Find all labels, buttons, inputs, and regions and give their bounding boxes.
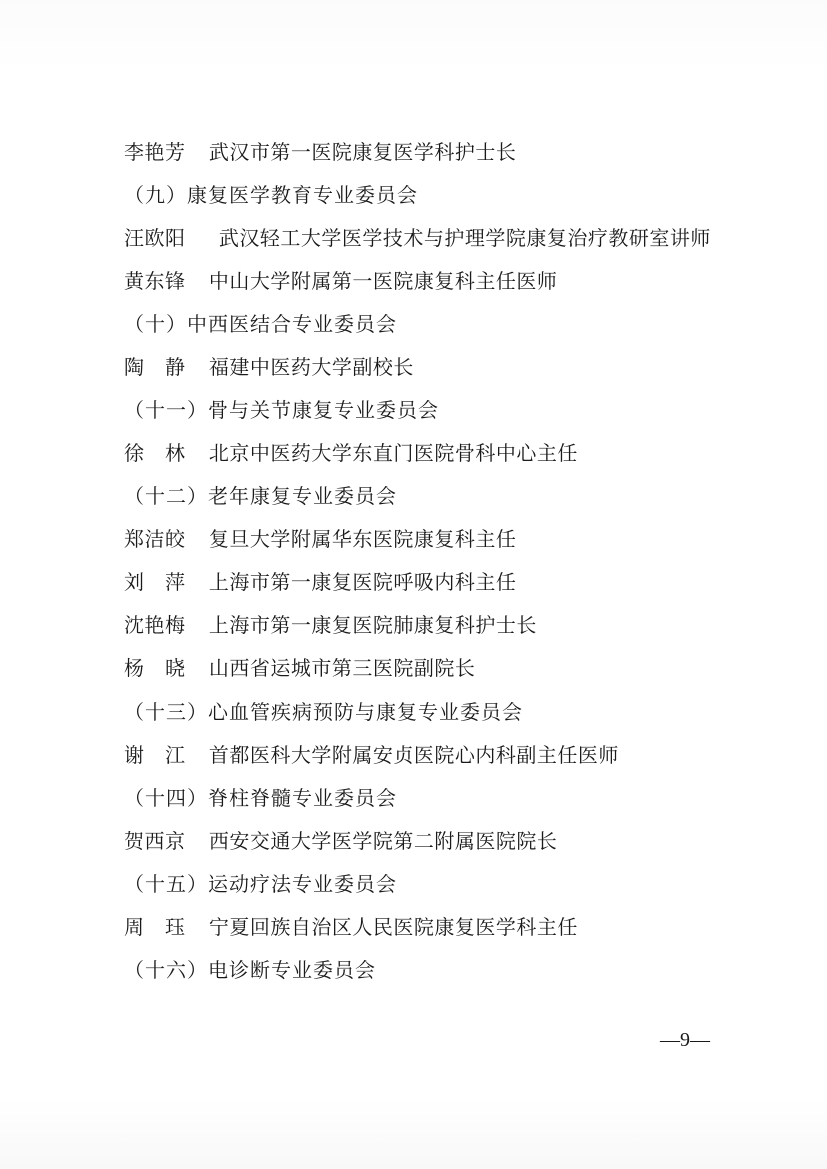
- person-name: 周 珏: [124, 915, 186, 939]
- person-name: 沈艳梅: [124, 613, 186, 637]
- person-entry: [124, 610, 537, 640]
- person-affiliation: 复旦大学附属华东医院康复科主任: [208, 527, 517, 551]
- person-name: 谢 江: [124, 743, 186, 767]
- person-affiliation: 首都医科大学附属安贞医院心内科副主任医师: [208, 743, 619, 767]
- person-affiliation: 武汉市第一医院康复医学科护士长: [208, 140, 517, 164]
- page-number: —9—: [660, 1029, 710, 1051]
- person-name: 郑洁皎: [124, 527, 186, 551]
- person-entry: [124, 266, 557, 296]
- person-affiliation: 上海市第一康复医院肺康复科护士长: [208, 613, 537, 637]
- person-entry: [124, 524, 516, 554]
- committee-heading: （十四）脊柱脊髓专业委员会: [124, 786, 397, 810]
- person-name: 汪欧阳: [124, 226, 186, 250]
- person-name: 李艳芳: [124, 140, 186, 164]
- committee-heading: （十一）骨与关节康复专业委员会: [124, 398, 439, 422]
- person-name: 刘 萍: [124, 570, 186, 594]
- person-affiliation: 福建中医药大学副校长: [208, 355, 414, 379]
- person-name: 陶 静: [124, 355, 186, 379]
- person-entry: [124, 137, 516, 167]
- person-affiliation: 上海市第一康复医院呼吸内科主任: [208, 570, 517, 594]
- person-entry: [124, 912, 578, 942]
- person-affiliation: 西安交通大学医学院第二附属医院院长: [208, 829, 558, 853]
- committee-heading: （九）康复医学教育专业委员会: [124, 183, 418, 207]
- person-entry: [124, 352, 414, 382]
- person-entry: [124, 653, 475, 683]
- committee-heading: （十三）心血管疾病预防与康复专业委员会: [124, 700, 523, 724]
- person-affiliation: 武汉轻工大学医学技术与护理学院康复治疗教研室讲师: [218, 226, 711, 250]
- person-affiliation: 北京中医药大学东直门医院骨科中心主任: [208, 441, 578, 465]
- person-entry: [124, 740, 619, 770]
- person-affiliation: 宁夏回族自治区人民医院康复医学科主任: [208, 915, 578, 939]
- person-entry: [124, 826, 557, 856]
- person-name: 黄东锋: [124, 269, 186, 293]
- committee-heading: （十六）电诊断专业委员会: [124, 958, 376, 982]
- committee-heading: （十五）运动疗法专业委员会: [124, 872, 397, 896]
- person-affiliation: 中山大学附属第一医院康复科主任医师: [208, 269, 558, 293]
- person-entry: [124, 567, 516, 597]
- person-name: 徐 林: [124, 441, 186, 465]
- person-entry: [124, 223, 711, 253]
- person-name: 贺西京: [124, 829, 186, 853]
- person-affiliation: 山西省运城市第三医院副院长: [208, 656, 476, 680]
- person-name: 杨 晓: [124, 656, 186, 680]
- committee-heading: （十）中西医结合专业委员会: [124, 312, 397, 336]
- committee-heading: （十二）老年康复专业委员会: [124, 484, 397, 508]
- person-entry: [124, 438, 578, 468]
